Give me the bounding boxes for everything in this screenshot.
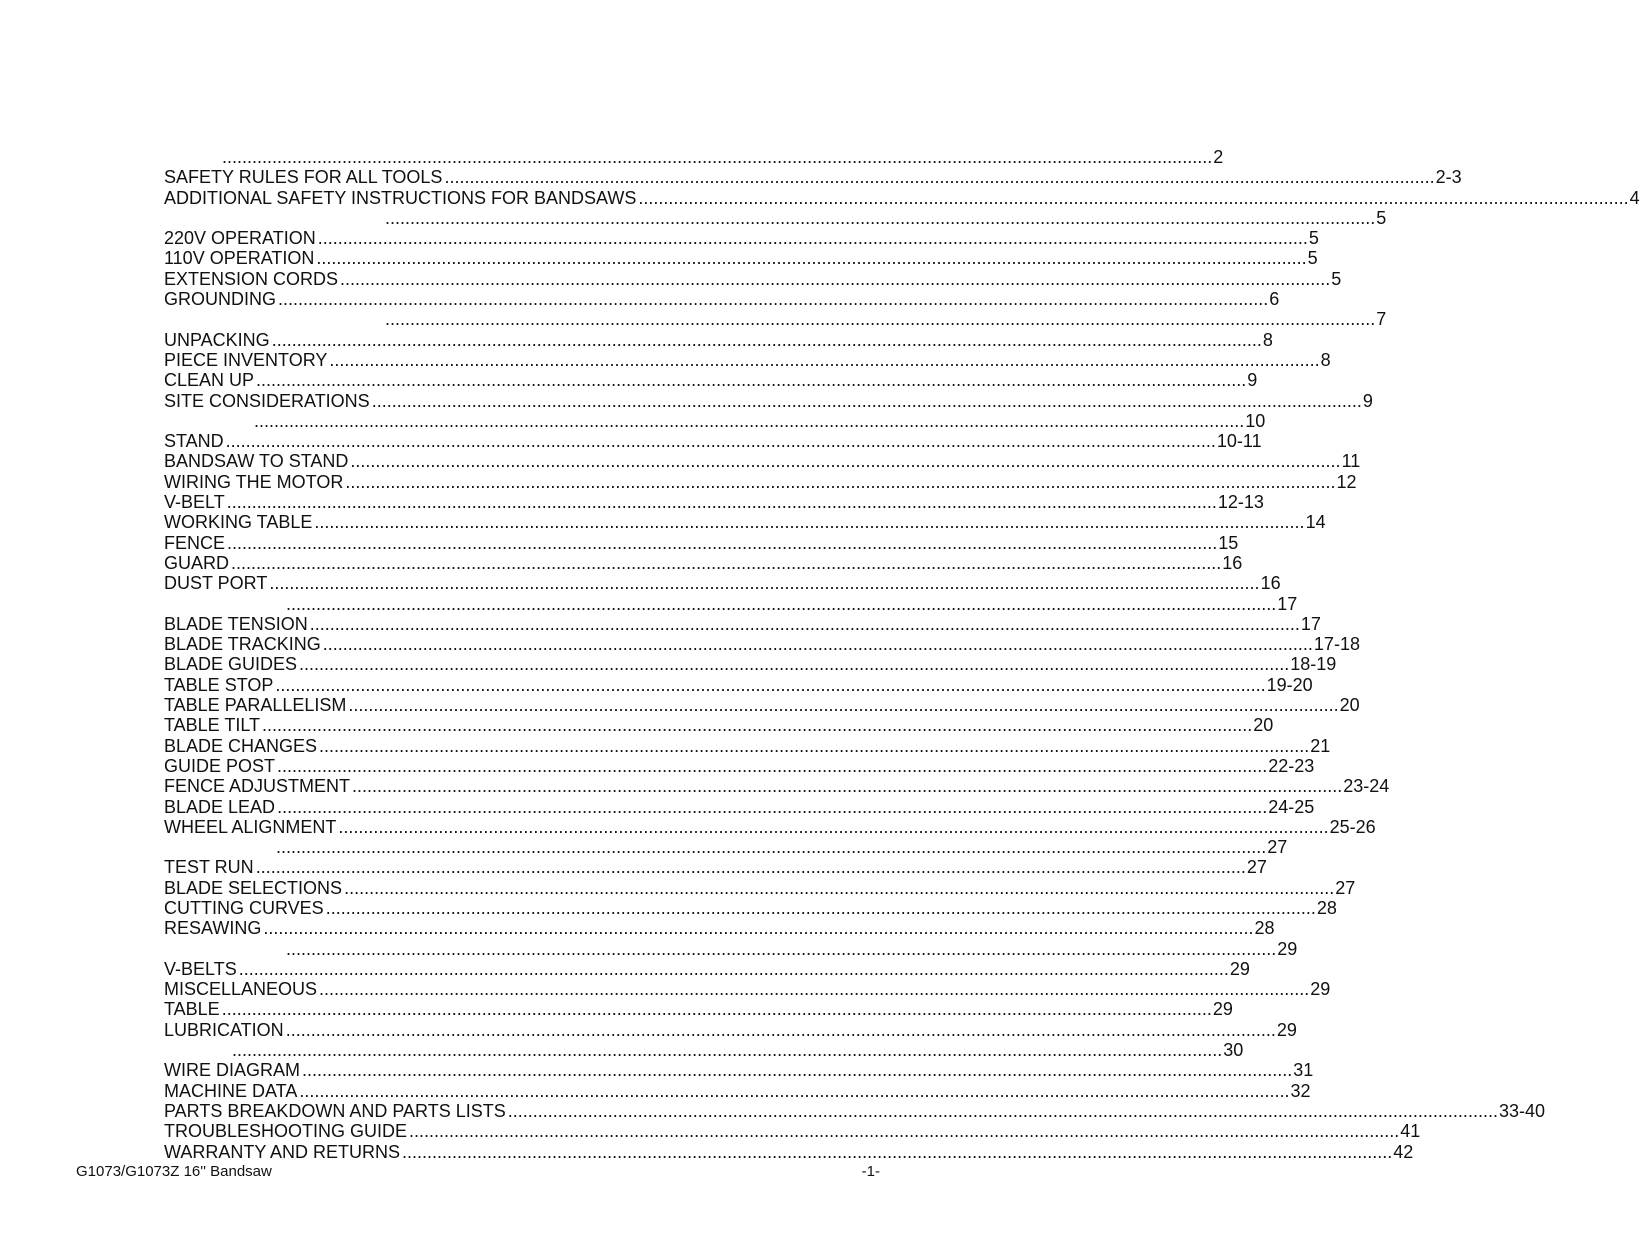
toc-entry [164,492,1264,513]
toc-entry-title: TABLE STOP [164,674,274,695]
toc-entry [164,451,1361,472]
toc-entry [164,410,1266,431]
toc-entry-page: 24-25 [1268,796,1315,817]
toc-entry-title: WHEEL ALIGNMENT [164,816,337,837]
toc-entry-title: 110V OPERATION [164,248,315,269]
toc-entry-title: V-BELTS [164,958,237,979]
toc-entry-page: 29 [1229,958,1250,979]
toc-entry-page: 19-20 [1266,674,1313,695]
toc-entry [164,147,1224,167]
toc-entry-title: V-BELT [164,492,225,513]
toc-entry-page: 31 [1293,1060,1314,1081]
toc-dot-leader: ...................................................................................................................................................................................................... [371,390,1362,411]
toc-entry-page: 2-3 [1435,167,1462,188]
toc-entry [164,958,1250,979]
toc-entry-title: BLADE GUIDES [164,654,298,675]
toc-dot-leader: ...................................................................................................................................................................................................... [286,593,1277,614]
toc-entry [164,816,1376,837]
toc-entry [164,857,1267,878]
toc-entry [164,593,1298,614]
toc-entry-title: CLEAN UP [164,370,255,391]
toc-entry [164,755,1315,776]
toc-entry [164,512,1326,533]
toc-dot-leader: ...................................................................................................................................................................................................... [299,1080,1290,1101]
toc-entry-page: 30 [1223,1040,1244,1061]
toc-entry-page: 18-19 [1290,654,1337,675]
toc-entry [164,471,1357,492]
toc-dot-leader: ...................................................................................................................................................................................................... [302,1060,1293,1081]
toc-dot-leader: ...................................................................................................................................................................................................... [278,289,1269,310]
toc-entry-page: 23-24 [1343,776,1390,797]
toc-entry-title: BLADE SELECTIONS [164,877,343,898]
toc-entry-title: RESAWING [164,918,262,939]
toc-entry-page: 12 [1336,471,1357,492]
toc-entry-page: 27 [1335,877,1356,898]
toc-entry [164,979,1331,1000]
toc-dot-leader: ...................................................................................................................................................................................................... [256,370,1247,391]
toc-entry-page: 15 [1218,532,1239,553]
toc-dot-leader: ...................................................................................................................................................................................................... [231,552,1222,573]
toc-entry-title: EXTENSION CORDS [164,268,339,289]
toc-entry-page: 6 [1269,289,1280,310]
toc-entry-page: 9 [1247,370,1258,391]
toc-entry-page: 5 [1331,268,1342,289]
toc-dot-leader: ...................................................................................................................................................................................................... [275,674,1266,695]
toc-entry [164,1080,1311,1101]
toc-entry-title: LUBRICATION [164,1019,284,1040]
toc-dot-leader: ...................................................................................................................................................................................................... [314,512,1305,533]
toc-dot-leader: ...................................................................................................................................................................................................... [227,532,1218,553]
toc-entry-page: 10-11 [1216,431,1262,452]
toc-dot-leader: ...................................................................................................................................................................................................... [277,755,1268,776]
toc-entry-title: CUTTING CURVES [164,897,324,918]
toc-entry [164,552,1243,573]
toc-dot-leader: ...................................................................................................................................................................................................... [338,816,1329,837]
toc-dot-leader: ...................................................................................................................................................................................................... [340,268,1331,289]
toc-entry-page: 33-40 [1498,1100,1545,1121]
toc-entry-title: TABLE TILT [164,715,261,736]
toc-dot-leader: ...................................................................................................................................................................................................... [299,654,1290,675]
toc-entry-title: BLADE TRACKING [164,634,321,655]
toc-dot-leader: ...................................................................................................................................................................................................... [271,329,1262,350]
toc-entry [164,918,1275,939]
toc-entry [164,1040,1244,1061]
toc-dot-leader: ...................................................................................................................................................................................................... [344,877,1335,898]
toc-entry-page: 29 [1310,979,1331,1000]
toc-entry-page: 27 [1246,857,1267,878]
toc-entry [164,329,1273,350]
toc-entry-page: 17-18 [1313,634,1360,655]
toc-entry-page: 5 [1307,248,1318,269]
toc-dot-leader: ...................................................................................................................................................................................................... [255,857,1246,878]
toc-entry-page: 27 [1267,837,1288,858]
toc-entry [164,390,1373,411]
toc-entry [164,187,1640,208]
toc-dot-leader: ...................................................................................................................................................................................................... [322,634,1313,655]
toc-dot-leader: ...................................................................................................................................................................................................... [507,1100,1498,1121]
toc-entry-title: TABLE PARALLELISM [164,695,347,716]
toc-entry-page: 16 [1260,573,1281,594]
toc-dot-leader: ...................................................................................................................................................................................................... [263,918,1254,939]
toc-entry-page: 2 [1213,147,1224,167]
toc-entry [164,573,1281,594]
toc-entry-page: 8 [1320,349,1331,370]
toc-entry-page: 9 [1362,390,1373,411]
toc-dot-leader: ...................................................................................................................................................................................................... [402,1141,1393,1162]
toc-entry [164,228,1319,249]
toc-entry [164,289,1280,310]
toc-dot-leader: ...................................................................................................................................................................................................... [444,167,1435,188]
toc-dot-leader: ...................................................................................................................................................................................................... [319,735,1310,756]
footer-model-label: G1073/G1073Z 16'' Bandsaw [76,1163,272,1180]
toc-entry-title: WARRANTY AND RETURNS [164,1141,401,1162]
toc-dot-leader: ...................................................................................................................................................................................................... [409,1121,1400,1142]
toc-entry [164,1100,1545,1121]
toc-entry-title: SAFETY RULES FOR ALL TOOLS [164,167,443,188]
toc-entry [164,431,1262,452]
toc-dot-leader: ...................................................................................................................................................................................................... [262,715,1253,736]
toc-entry-page: 42 [1393,1141,1414,1162]
toc-entry-page: 16 [1222,552,1243,573]
toc-entry [164,837,1288,858]
toc-entry-page: 4 [1629,187,1640,208]
toc-entry-page: 29 [1276,1019,1297,1040]
toc-entry-title: WIRE DIAGRAM [164,1060,301,1081]
toc-entry-title: BLADE TENSION [164,613,308,634]
toc-entry [164,715,1274,736]
toc-entry [164,735,1331,756]
toc-entry [164,654,1337,675]
toc-entry-title: MISCELLANEOUS [164,979,318,1000]
table-of-contents [164,147,1640,1162]
toc-dot-leader: ...................................................................................................................................................................................................... [286,938,1277,959]
toc-entry-page: 10 [1245,410,1266,431]
toc-entry-title: BANDSAW TO STAND [164,451,349,472]
toc-dot-leader: ...................................................................................................................................................................................................... [319,979,1310,1000]
toc-dot-leader: ...................................................................................................................................................................................................... [309,613,1300,634]
toc-entry [164,613,1321,634]
toc-entry-title: PARTS BREAKDOWN AND PARTS LISTS [164,1100,506,1121]
toc-entry-page: 17 [1300,613,1321,634]
toc-entry [164,776,1390,797]
toc-entry [164,167,1462,188]
toc-entry-page: 25-26 [1329,816,1376,837]
toc-entry-title: DUST PORT [164,573,268,594]
toc-entry [164,268,1342,289]
toc-dot-leader: ...................................................................................................................................................................................................... [316,248,1307,269]
toc-dot-leader: ...................................................................................................................................................................................................... [317,228,1308,249]
toc-entry-title: PIECE INVENTORY [164,349,328,370]
toc-dot-leader: ...................................................................................................................................................................................................... [254,410,1245,431]
toc-dot-leader: ...................................................................................................................................................................................................... [277,796,1268,817]
toc-entry [164,877,1356,898]
toc-entry-title: WORKING TABLE [164,512,313,533]
toc-entry-title: SITE CONSIDERATIONS [164,390,370,411]
toc-entry [164,897,1337,918]
toc-entry-page: 32 [1290,1080,1311,1101]
toc-entry-page: 5 [1308,228,1319,249]
toc-entry-page: 28 [1254,918,1275,939]
toc-entry [164,532,1239,553]
toc-entry-title: 220V OPERATION [164,228,316,249]
toc-entry [164,695,1360,716]
toc-entry-page: 41 [1400,1121,1421,1142]
toc-entry [164,634,1360,655]
toc-entry-title: TABLE [164,999,220,1020]
toc-dot-leader: ...................................................................................................................................................................................................... [238,958,1229,979]
toc-dot-leader: ...................................................................................................................................................................................................... [350,451,1341,472]
toc-dot-leader: ...................................................................................................................................................................................................... [638,187,1629,208]
toc-entry-title: STAND [164,431,224,452]
toc-entry [164,1019,1297,1040]
toc-dot-leader: ...................................................................................................................................................................................................... [329,349,1320,370]
toc-dot-leader: ...................................................................................................................................................................................................... [222,147,1213,167]
toc-entry-page: 20 [1339,695,1360,716]
toc-entry-page: 17 [1277,593,1298,614]
toc-entry-title: TROUBLESHOOTING GUIDE [164,1121,408,1142]
toc-entry-title: ADDITIONAL SAFETY INSTRUCTIONS FOR BANDSAWS [164,187,637,208]
toc-entry [164,999,1233,1020]
toc-entry [164,938,1298,959]
toc-entry-title: TEST RUN [164,857,254,878]
toc-dot-leader: ...................................................................................................................................................................................................... [345,471,1336,492]
toc-entry-title: MACHINE DATA [164,1080,298,1101]
toc-dot-leader: ...................................................................................................................................................................................................... [385,207,1376,228]
toc-entry-page: 22-23 [1268,755,1315,776]
toc-entry [164,248,1318,269]
toc-entry-title: GUARD [164,552,230,573]
toc-entry [164,1141,1414,1162]
toc-entry-page: 8 [1262,329,1273,350]
toc-dot-leader: ...................................................................................................................................................................................................... [385,309,1376,330]
toc-dot-leader: ...................................................................................................................................................................................................... [285,1019,1276,1040]
toc-entry [164,349,1331,370]
toc-entry [164,796,1315,817]
toc-entry-page: 5 [1376,207,1387,228]
toc-entry-page: 29 [1277,938,1298,959]
toc-entry-title: GUIDE POST [164,755,276,776]
toc-entry [164,674,1313,695]
toc-entry [164,207,1387,228]
toc-entry [164,370,1258,391]
toc-entry-title: FENCE [164,532,226,553]
toc-dot-leader: ...................................................................................................................................................................................................... [352,776,1343,797]
toc-entry-page: 12-13 [1217,492,1264,513]
toc-dot-leader: ...................................................................................................................................................................................................... [226,492,1217,513]
toc-entry [164,1060,1314,1081]
toc-dot-leader: ...................................................................................................................................................................................................... [269,573,1260,594]
toc-entry-page: 14 [1305,512,1326,533]
toc-entry [164,309,1387,330]
toc-entry [164,1121,1421,1142]
toc-entry-page: 7 [1376,309,1387,330]
toc-entry-title: BLADE CHANGES [164,735,318,756]
toc-dot-leader: ...................................................................................................................................................................................................... [225,431,1216,452]
toc-dot-leader: ...................................................................................................................................................................................................... [232,1040,1223,1061]
toc-entry-page: 20 [1253,715,1274,736]
footer-page-number: -1- [861,1163,880,1180]
toc-entry-page: 11 [1341,451,1361,472]
toc-dot-leader: ...................................................................................................................................................................................................... [325,897,1316,918]
toc-entry-title: BLADE LEAD [164,796,276,817]
toc-entry-title: WIRING THE MOTOR [164,471,344,492]
toc-entry-title: GROUNDING [164,289,276,310]
toc-entry-page: 21 [1310,735,1331,756]
toc-entry-title: UNPACKING [164,329,270,350]
toc-dot-leader: ...................................................................................................................................................................................................... [276,837,1267,858]
toc-dot-leader: ...................................................................................................................................................................................................... [348,695,1339,716]
toc-entry-title: FENCE ADJUSTMENT [164,776,351,797]
toc-entry-page: 28 [1316,897,1337,918]
toc-dot-leader: ...................................................................................................................................................................................................... [221,999,1212,1020]
toc-entry-page: 29 [1212,999,1233,1020]
